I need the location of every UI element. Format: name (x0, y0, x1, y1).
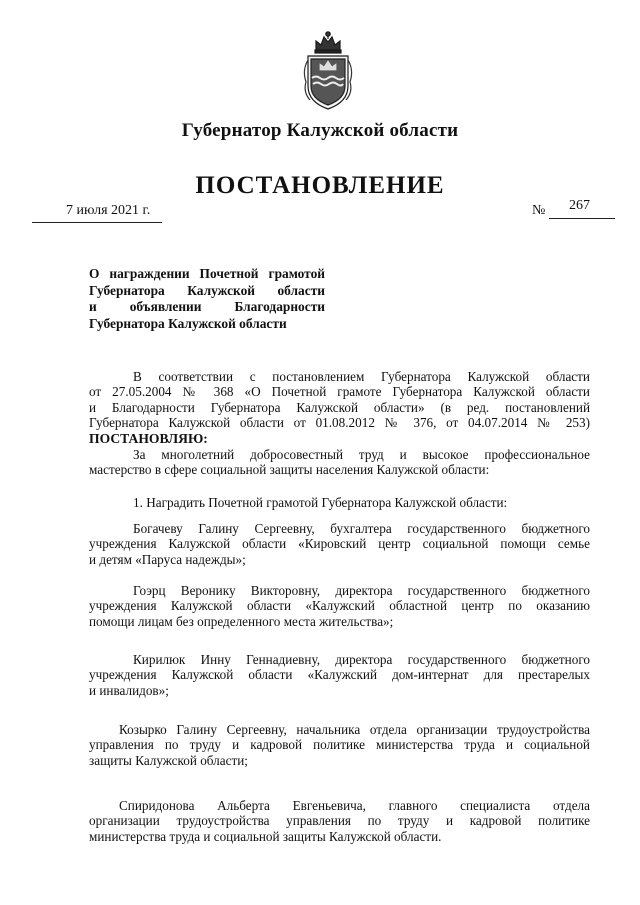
reason-line: За многолетний добросовестный труд и высокое профессиональное (133, 447, 590, 462)
preamble-line: от 27.05.2004 № 368 «О Почетной грамоте Губернатора Калужской области (89, 384, 590, 400)
authority-title: Губернатор Калужской области (181, 120, 459, 141)
preamble-line: В соответствии с постановлением Губернатора Калужской области (133, 369, 590, 384)
subject-line: Губернатора Калужской области (89, 315, 287, 331)
item-1-heading (89, 495, 590, 510)
person-line: организации трудоустройства управления по труду и кадровой политике (89, 813, 590, 829)
person-line: и детям «Паруса надежды»; (89, 551, 246, 567)
person-entry (89, 798, 590, 844)
subject-line: Губернатора Калужской области (89, 282, 325, 298)
document-type: ПОСТАНОВЛЕНИЕ (195, 172, 445, 199)
reason-paragraph (89, 447, 590, 478)
subject-line: и объявлении Благодарности (89, 299, 325, 314)
person-entry (89, 521, 590, 567)
person-line: Козырко Галину Сергеевну, начальника отдела организации трудоустройства (119, 722, 590, 737)
person-line: Гоэрц Веронику Викторовну, директора государственного бюджетного (133, 583, 590, 598)
subject-line: О награждении Почетной грамотой (89, 266, 325, 281)
preamble-line: Губернатора Калужской области от 01.08.2012 № 376, от 04.07.2014 № 253) (89, 415, 590, 431)
person-entry (89, 652, 590, 698)
person-line: Спиридонова Альберта Евгеньевича, главного специалиста отдела (119, 798, 590, 813)
person-line: помощи лицам без определенного места жительства»; (89, 613, 394, 629)
person-line: Кирилюк Инну Геннадиевну, директора государственного бюджетного (133, 652, 590, 667)
document-date: 7 июля 2021 г. (66, 203, 151, 218)
item-1-text: 1. Наградить Почетной грамотой Губернатора Калужской области: (133, 495, 508, 510)
decree-word: ПОСТАНОВЛЯЮ: (89, 430, 208, 446)
number-label: № (532, 203, 546, 218)
person-entry (89, 722, 590, 768)
number-underline (549, 218, 615, 219)
document-subject (89, 266, 325, 332)
person-line: и инвалидов»; (89, 682, 169, 698)
person-line: учреждения Калужской области «Калужский дом-интернат для престарелых (89, 667, 590, 683)
preamble-paragraph (89, 369, 590, 446)
person-line: защиты Калужской области; (89, 752, 248, 768)
date-underline (32, 222, 162, 223)
person-entry (89, 583, 590, 629)
document-number: 267 (569, 198, 590, 213)
preamble-line: и Благодарности Губернатора Калужской области» (в ред. постановлений (89, 399, 590, 415)
coat-of-arms-emblem (300, 30, 356, 112)
reason-line: мастерство в сфере социальной защиты населения Калужской области: (89, 462, 490, 478)
person-line: учреждения Калужской области «Кировский центр социальной помощи семье (89, 536, 590, 552)
person-line: Богачеву Галину Сергеевну, бухгалтера государственного бюджетного (133, 521, 590, 536)
person-line: учреждения Калужской области «Калужский областной центр по оказанию (89, 598, 590, 614)
person-line: управления по труду и кадровой политике министерства труда и социальной (89, 737, 590, 753)
person-line: министерства труда и социальной защиты Калужской области. (89, 828, 442, 844)
